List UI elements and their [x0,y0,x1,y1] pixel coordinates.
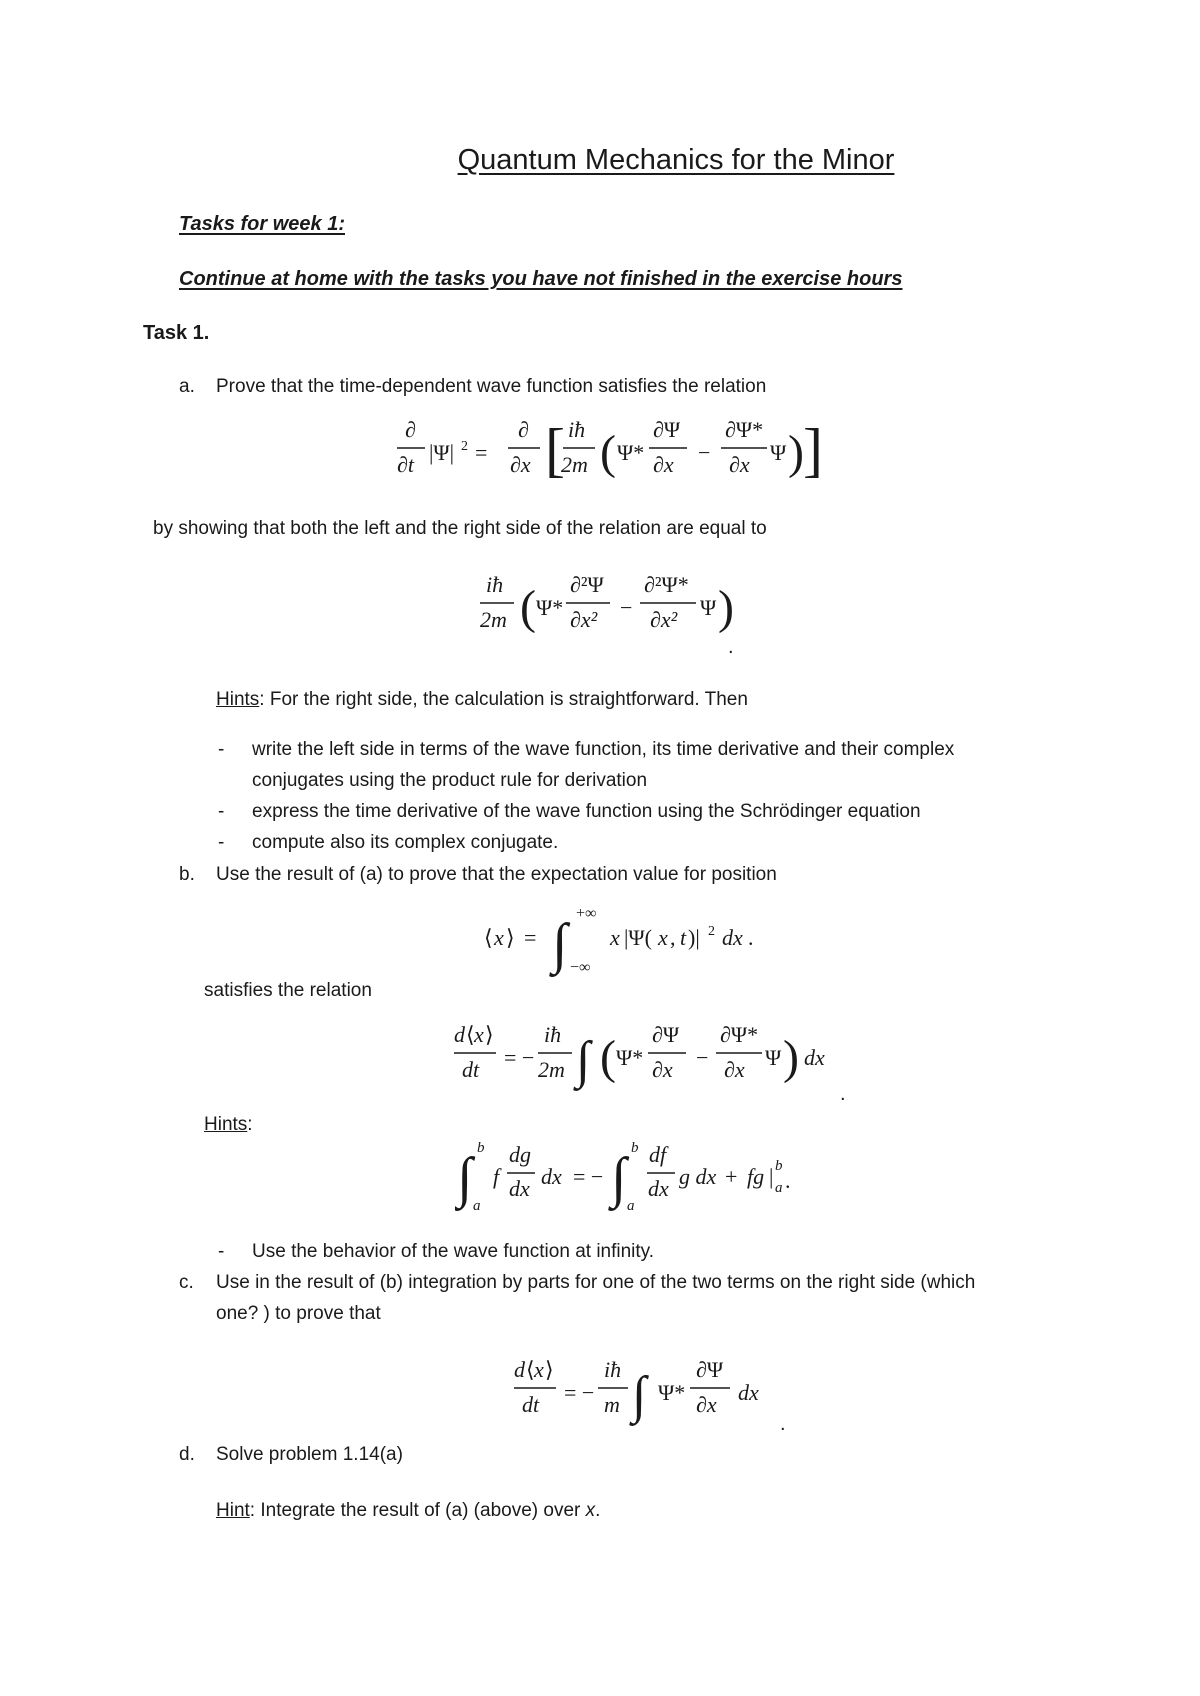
week-subtitle: Tasks for week 1: [179,213,346,235]
svg-text:b: b [775,1158,783,1174]
item-b-text: Use the result of (a) to prove that the expectation value for position [216,864,777,885]
svg-text:x: x [658,925,668,950]
svg-text:∂Ψ: ∂Ψ [696,1357,724,1382]
hint-a-text: : For the right side, the calculation is straightforward. Then [259,689,748,710]
svg-text:= −: = − [573,1164,604,1189]
svg-text:f: f [493,1164,500,1189]
svg-text:⟩: ⟩ [506,925,515,950]
svg-text:.: . [748,925,754,950]
svg-text:dg: dg [509,1142,531,1167]
equation-continuity-relation [395,410,825,500]
svg-text:,: , [670,925,676,950]
svg-text:dt: dt [462,1057,480,1082]
svg-text:x: x [494,925,504,950]
item-a-text: Prove that the time-dependent wave function satisfies the relation [216,376,767,397]
svg-text:∂Ψ*: ∂Ψ* [720,1022,759,1047]
svg-text:iħ: iħ [544,1022,562,1047]
hint-d [216,1500,600,1522]
svg-text:(: ( [600,426,616,479]
hint-d-label: Hint [216,1500,250,1521]
svg-text:m: m [604,1392,620,1417]
svg-text:iħ: iħ [486,572,504,597]
svg-text:−: − [698,440,711,465]
item-a-after-text: by showing that both the left and the right side of the relation are equal to [153,518,767,539]
hint-b-colon: : [247,1114,253,1135]
svg-text:dx: dx [738,1380,759,1405]
equation-expectation-position [482,900,792,980]
svg-text:]: ] [803,417,823,483]
svg-text:⟨: ⟨ [466,1022,475,1047]
item-b-after-text: satisfies the relation [204,980,372,1001]
svg-text:= −: = − [564,1380,595,1405]
svg-text:)|: )| [688,925,700,950]
svg-text:.: . [785,1168,791,1193]
svg-text:2m: 2m [538,1057,565,1082]
svg-text:|Ψ(: |Ψ( [624,925,652,950]
equation-period: . [728,636,734,658]
bullet-item: compute also its complex conjugate. [252,832,559,853]
svg-text:=: = [524,925,537,950]
svg-text:2m: 2m [561,452,588,477]
svg-text:b: b [477,1140,485,1156]
bullet-dash: - [218,832,225,853]
item-c-text-continued: one? ) to prove that [216,1303,381,1324]
svg-text:⟩: ⟩ [485,1022,494,1047]
equation-target-expression [478,565,748,650]
svg-text:Ψ*: Ψ* [658,1380,686,1405]
svg-text:∂²Ψ: ∂²Ψ [570,572,604,597]
svg-text:[: [ [545,417,565,483]
svg-text:dx: dx [804,1045,825,1070]
svg-text:|: | [769,1164,774,1189]
equation-integration-by-parts [455,1130,835,1220]
svg-text:∂x: ∂x [724,1057,745,1082]
equation-d-expectation-dt-simplified [512,1350,792,1435]
svg-text:dx: dx [648,1176,669,1201]
svg-text:x: x [534,1357,544,1382]
bullet-item-continued: conjugates using the product rule for derivation [252,770,648,791]
hint-b [204,1114,253,1136]
item-label-b: b. [179,864,195,885]
svg-text:dx: dx [509,1176,530,1201]
svg-text:∂x²: ∂x² [570,607,598,632]
svg-text:=: = [475,440,488,465]
svg-text:b: b [631,1140,639,1156]
svg-text:∂²Ψ*: ∂²Ψ* [644,572,689,597]
bullet-item: write the left side in terms of the wave function, its time derivative and their complex [252,739,955,760]
svg-text:∫: ∫ [457,1147,473,1209]
svg-text:d: d [514,1357,525,1382]
item-label-a: a. [179,376,195,397]
home-note: Continue at home with the tasks you have not finished in the exercise hours [179,268,903,290]
svg-text:): ) [718,581,734,634]
svg-text:dx: dx [722,925,743,950]
svg-text:2: 2 [461,439,468,454]
svg-text:(: ( [600,1031,616,1084]
bullet-item: express the time derivative of the wave function using the Schrödinger equation [252,801,921,822]
svg-text:+∞: +∞ [576,905,597,922]
svg-text:⟨: ⟨ [526,1357,535,1382]
svg-text:Ψ*: Ψ* [616,1045,644,1070]
hint-a-label: Hints [216,689,260,710]
svg-text:∫: ∫ [552,913,568,975]
hint-a [216,689,748,711]
svg-text:Ψ: Ψ [770,440,787,465]
hint-d-variable: x [585,1500,596,1521]
bullet-dash: - [218,801,225,822]
svg-text:⟩: ⟩ [545,1357,554,1382]
svg-text:+: + [725,1164,738,1189]
svg-text:df: df [649,1142,667,1167]
svg-text:dt: dt [522,1392,540,1417]
svg-text:x: x [610,925,620,950]
svg-text:∂x²: ∂x² [650,607,678,632]
svg-text:−: − [620,595,633,620]
svg-text:dx: dx [541,1164,562,1189]
svg-text:∂x: ∂x [729,452,750,477]
equation-period: . [780,1413,786,1435]
hint-b-label: Hints [204,1114,248,1135]
svg-text:iħ: iħ [604,1357,622,1382]
bullet-dash: - [218,1241,225,1262]
svg-text:2: 2 [708,924,715,939]
svg-text:∂x: ∂x [510,452,531,477]
hint-d-text: : Integrate the result of (a) (above) over [249,1500,586,1521]
svg-text:⟨: ⟨ [484,925,493,950]
svg-text:x: x [474,1022,484,1047]
svg-text:Ψ*: Ψ* [617,440,645,465]
svg-text:∂x: ∂x [653,452,674,477]
svg-text:−: − [696,1045,709,1070]
svg-text:∫: ∫ [632,1367,647,1424]
svg-text:Ψ: Ψ [700,595,717,620]
svg-text:Ψ: Ψ [765,1045,782,1070]
svg-text:∂Ψ: ∂Ψ [652,1022,680,1047]
svg-text:= −: = − [504,1045,535,1070]
svg-text:∂x: ∂x [696,1392,717,1417]
svg-text:∂Ψ: ∂Ψ [653,417,681,442]
svg-text:a: a [775,1180,783,1196]
item-c-text: Use in the result of (b) integration by parts for one of the two terms on the right side (which [216,1272,976,1293]
svg-text:∫: ∫ [611,1147,627,1209]
svg-text:∂: ∂ [518,417,529,442]
svg-text:∂t: ∂t [397,452,414,477]
bullet-dash: - [218,739,225,760]
svg-text:Ψ*: Ψ* [536,595,564,620]
page-title: Quantum Mechanics for the Minor [457,144,895,176]
svg-text:∂x: ∂x [652,1057,673,1082]
svg-text:fg: fg [747,1164,765,1189]
svg-text:∫: ∫ [576,1032,591,1089]
svg-text:): ) [783,1031,799,1084]
item-label-d: d. [179,1444,195,1465]
bullet-item: Use the behavior of the wave function at infinity. [252,1241,655,1262]
svg-text:g dx: g dx [679,1164,717,1189]
svg-text:∂: ∂ [405,417,416,442]
svg-text:a: a [627,1198,635,1214]
svg-text:2m: 2m [480,607,507,632]
svg-text:|Ψ|: |Ψ| [429,440,455,465]
svg-text:∂Ψ*: ∂Ψ* [725,417,764,442]
svg-text:−∞: −∞ [570,959,591,976]
svg-text:iħ: iħ [568,417,586,442]
equation-period: . [840,1083,846,1105]
item-label-c: c. [179,1272,194,1293]
task-heading: Task 1. [143,322,210,344]
item-d-text: Solve problem 1.14(a) [216,1444,403,1465]
hint-d-end: . [595,1500,601,1521]
equation-d-expectation-dt [452,1015,852,1100]
svg-text:): ) [788,426,804,479]
svg-text:d: d [454,1022,465,1047]
svg-text:(: ( [520,581,536,634]
svg-text:t: t [680,925,687,950]
svg-text:a: a [473,1198,481,1214]
